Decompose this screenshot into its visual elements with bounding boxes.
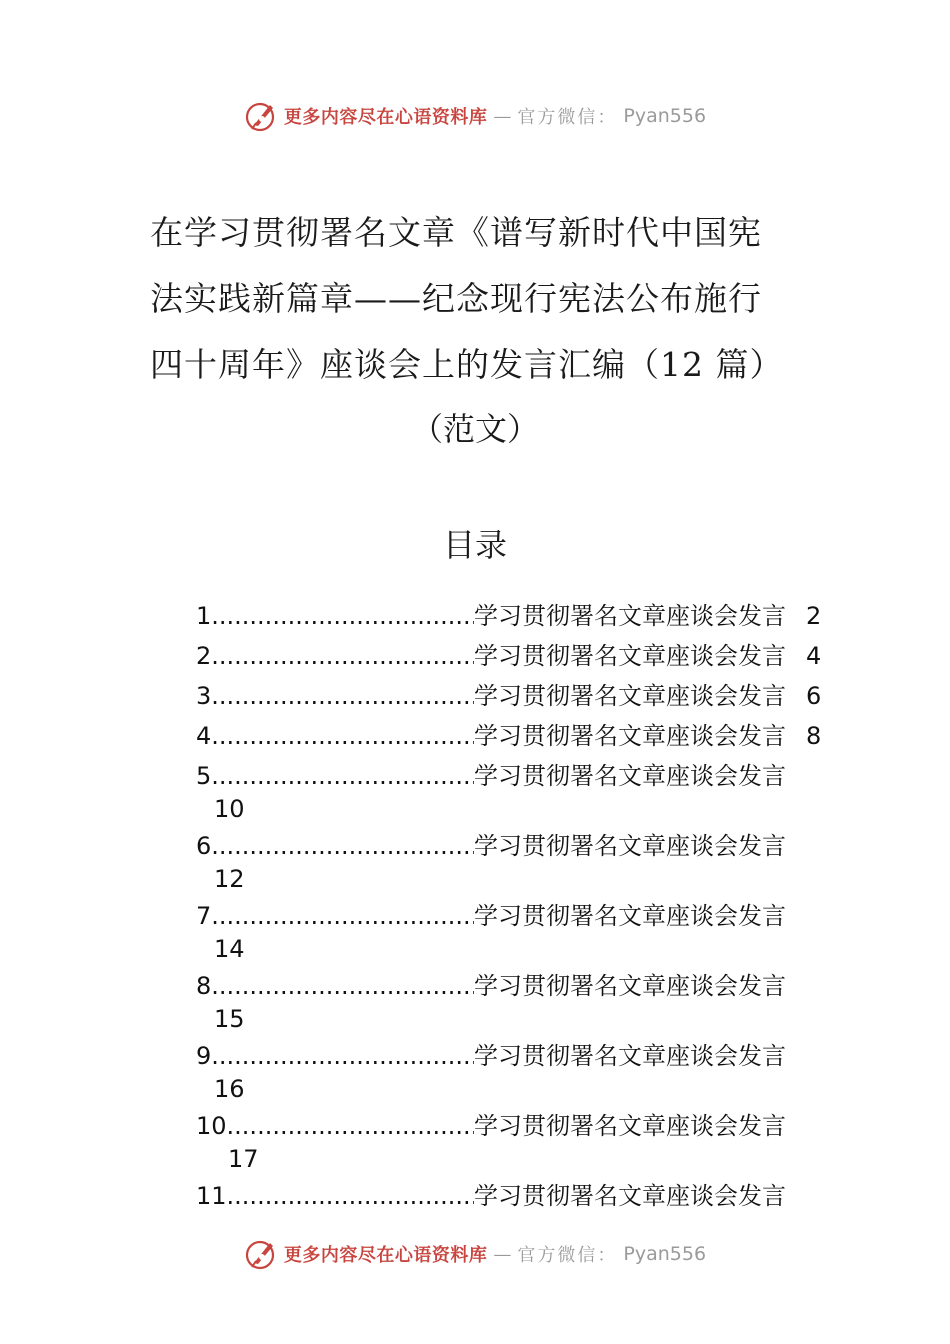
toc-text: 学习贯彻署名文章座谈会发言	[474, 642, 786, 670]
toc-leader-dots	[211, 826, 474, 866]
toc-page: 17	[228, 1145, 259, 1173]
document-title	[150, 200, 800, 398]
toc-page: 12	[214, 865, 245, 893]
toc-number: 5	[196, 762, 212, 790]
toc-leader-dots	[211, 756, 474, 796]
toc-entry-7[interactable]	[196, 896, 856, 966]
toc-entry-6[interactable]	[196, 826, 856, 896]
title-line-2: 法实践新篇章——纪念现行宪法公布施行	[150, 279, 762, 318]
toc-page: 2	[806, 602, 822, 630]
toc-number: 2	[196, 642, 212, 670]
toc-entry-9[interactable]	[196, 1036, 856, 1106]
toc-entry-4[interactable]	[196, 716, 856, 756]
toc-text: 学习贯彻署名文章座谈会发言	[474, 832, 786, 860]
toc-number: 4	[196, 722, 212, 750]
toc-number: 11	[196, 1182, 227, 1210]
toc-entry-3[interactable]	[196, 676, 856, 716]
toc-text: 学习贯彻署名文章座谈会发言	[474, 722, 786, 750]
toc-leader-dots	[211, 1036, 474, 1076]
watermark-wechat-label: 官方微信：	[517, 107, 618, 128]
toc-entry-1[interactable]	[196, 596, 856, 636]
watermark-brand: 更多内容尽在心语资料库	[283, 1245, 488, 1266]
toc-entry-8[interactable]	[196, 966, 856, 1036]
toc-text: 学习贯彻署名文章座谈会发言	[474, 1112, 786, 1140]
toc-number: 8	[196, 972, 212, 1000]
toc-number: 6	[196, 832, 212, 860]
toc-number: 7	[196, 902, 212, 930]
toc-text: 学习贯彻署名文章座谈会发言	[474, 762, 786, 790]
toc-entry-2[interactable]	[196, 636, 856, 676]
toc-entry-5[interactable]	[196, 756, 856, 826]
toc-text: 学习贯彻署名文章座谈会发言	[474, 1182, 786, 1210]
toc-page: 10	[214, 795, 245, 823]
toc-number: 3	[196, 682, 212, 710]
toc-text: 学习贯彻署名文章座谈会发言	[474, 972, 786, 1000]
title-line-1: 在学习贯彻署名文章《谱写新时代中国宪	[150, 213, 762, 252]
toc-leader-dots	[227, 1106, 474, 1146]
toc-leader-dots	[211, 966, 474, 1006]
title-line-3: 四十周年》座谈会上的发言汇编（12 篇）	[150, 345, 784, 384]
toc-page: 14	[214, 935, 245, 963]
toc-leader-dots	[211, 636, 474, 676]
watermark-separator: —	[493, 105, 512, 127]
toc-leader-dots	[211, 676, 474, 716]
toc-page: 4	[806, 642, 822, 670]
watermark-banner-top	[0, 96, 950, 136]
watermark-separator: —	[493, 1243, 512, 1265]
toc-number: 9	[196, 1042, 212, 1070]
toc-leader-dots	[227, 1176, 474, 1216]
watermark-wechat-label: 官方微信：	[517, 1245, 618, 1266]
toc-number: 10	[196, 1112, 227, 1140]
table-of-contents	[196, 596, 856, 1216]
toc-number: 1	[196, 602, 212, 630]
toc-text: 学习贯彻署名文章座谈会发言	[474, 602, 786, 630]
toc-page: 15	[214, 1005, 245, 1033]
toc-page: 8	[806, 722, 822, 750]
toc-text: 学习贯彻署名文章座谈会发言	[474, 902, 786, 930]
toc-leader-dots	[211, 596, 474, 636]
toc-text: 学习贯彻署名文章座谈会发言	[474, 1042, 786, 1070]
quill-pen-icon	[244, 1237, 278, 1271]
toc-page: 6	[806, 682, 822, 710]
watermark-banner-bottom	[0, 1234, 950, 1274]
quill-pen-icon	[244, 99, 278, 133]
watermark-brand: 更多内容尽在心语资料库	[283, 107, 488, 128]
toc-entry-11[interactable]	[196, 1176, 856, 1216]
toc-entry-10[interactable]	[196, 1106, 856, 1176]
toc-text: 学习贯彻署名文章座谈会发言	[474, 682, 786, 710]
toc-leader-dots	[211, 716, 474, 756]
watermark-wechat-id: Pyan556	[623, 105, 707, 127]
watermark-wechat-id: Pyan556	[623, 1243, 707, 1265]
toc-leader-dots	[211, 896, 474, 936]
document-subtitle: （范文）	[410, 410, 539, 448]
toc-heading: 目录	[442, 526, 507, 564]
toc-page: 16	[214, 1075, 245, 1103]
